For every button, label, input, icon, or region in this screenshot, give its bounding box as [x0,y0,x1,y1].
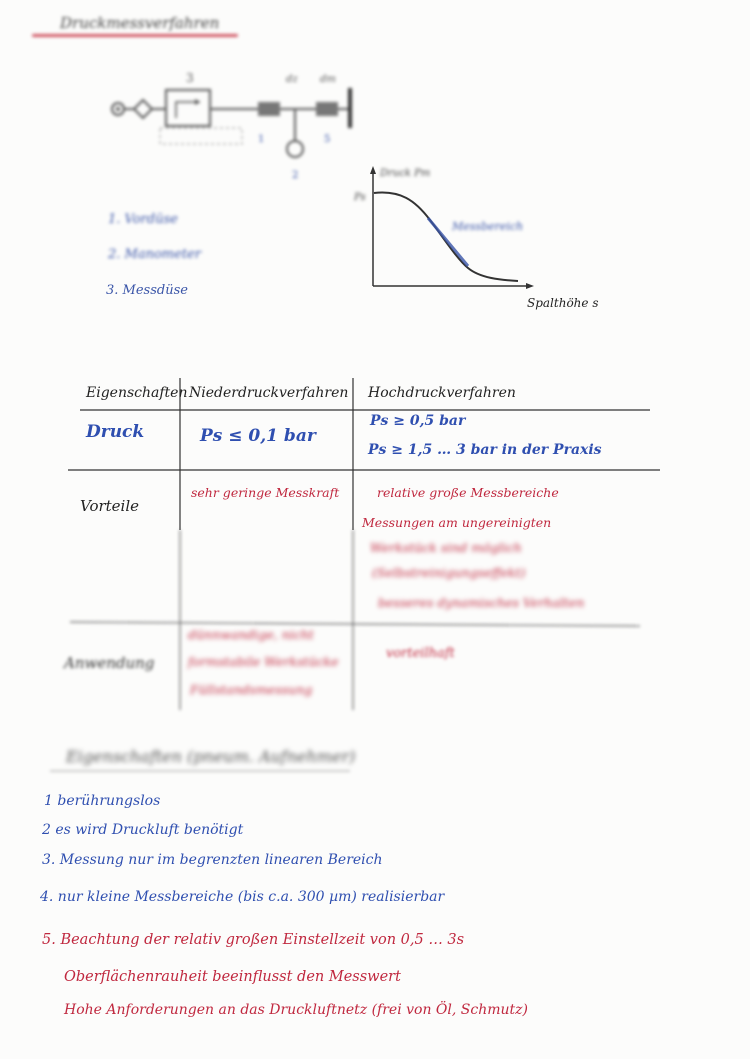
legend-item-vorduese: 1. Vordüse [108,212,178,227]
svg-text:5: 5 [324,134,331,145]
section-underline [50,770,350,772]
list-item: 2 es wird Druckluft benötigt [42,822,244,838]
section-title-eigenschaften: Eigenschaften (pneum. Aufnehmer) [66,747,356,766]
list-item: Hohe Anforderungen an das Druckluftnetz (frei von Öl, Schmutz) [64,1002,528,1018]
table-header-niederdruck: Niederdruckverfahren [189,385,349,401]
cell-vorteile-hochdruck-line: relative große Messbereiche [377,485,559,500]
graph-ps-label: Ps [354,192,366,203]
list-item: 5. Beachtung der relativ großen Einstellzeit von 0,5 … 3s [42,932,465,948]
svg-text:1: 1 [258,134,265,145]
svg-text:dz: dz [286,74,298,85]
cell-vorteile-hochdruck-line: (Selbstreinigungseffekt) [372,565,526,580]
list-item: 3. Messung nur im begrenzten linearen Bereich [42,852,383,868]
svg-text:2: 2 [292,170,299,180]
cell-anwendung-hochdruck: vorteilhaft [386,646,455,661]
row-label-anwendung: Anwendung [64,654,155,672]
list-item: 4. nur kleine Messbereiche (bis c.a. 300 µm) realisierbar [40,889,445,905]
cell-vorteile-hochdruck-line: Werkstück sind möglich [370,540,522,555]
table-header-eigenschaften: Eigenschaften [86,385,188,401]
graph-y-label: Druck Pm [380,168,431,179]
svg-text:dm: dm [320,74,336,85]
cell-anwendung-niederdruck-line: Füllstandsmessung [190,682,313,697]
cell-druck-hochdruck-line: Ps ≥ 0,5 bar [370,413,466,429]
graph-x-label: Spalthöhe s [527,296,599,310]
legend-item-messduese: 3. Messdüse [106,283,188,298]
cell-druck-niederdruck: Ps ≤ 0,1 bar [200,426,316,446]
graph-annotation: Messbereich [452,220,524,233]
cell-druck-hochdruck-line: Ps ≥ 1,5 … 3 bar in der Praxis [368,442,602,458]
cell-anwendung-niederdruck-line: formstabile Werkstücke [188,654,339,669]
cell-vorteile-niederdruck: sehr geringe Messkraft [191,485,340,500]
row-label-vorteile: Vorteile [80,497,140,515]
list-item: Oberflächenrauheit beeinflusst den Messwert [64,969,401,985]
page-title: Druckmessverfahren [60,14,220,32]
table-header-hochdruck: Hochdruckverfahren [368,385,516,401]
list-item: 1 berührungslos [44,793,161,809]
label-3: 3 [186,71,194,85]
cell-vorteile-hochdruck-line: Messungen am ungereinigten [362,515,552,530]
legend-item-manometer: 2. Manometer [108,247,201,262]
row-label-druck: Druck [86,422,145,442]
cell-vorteile-hochdruck-line: besseres dynamisches Verhalten [378,595,585,610]
cell-anwendung-niederdruck-line: dünnwandige, nicht [188,627,314,642]
